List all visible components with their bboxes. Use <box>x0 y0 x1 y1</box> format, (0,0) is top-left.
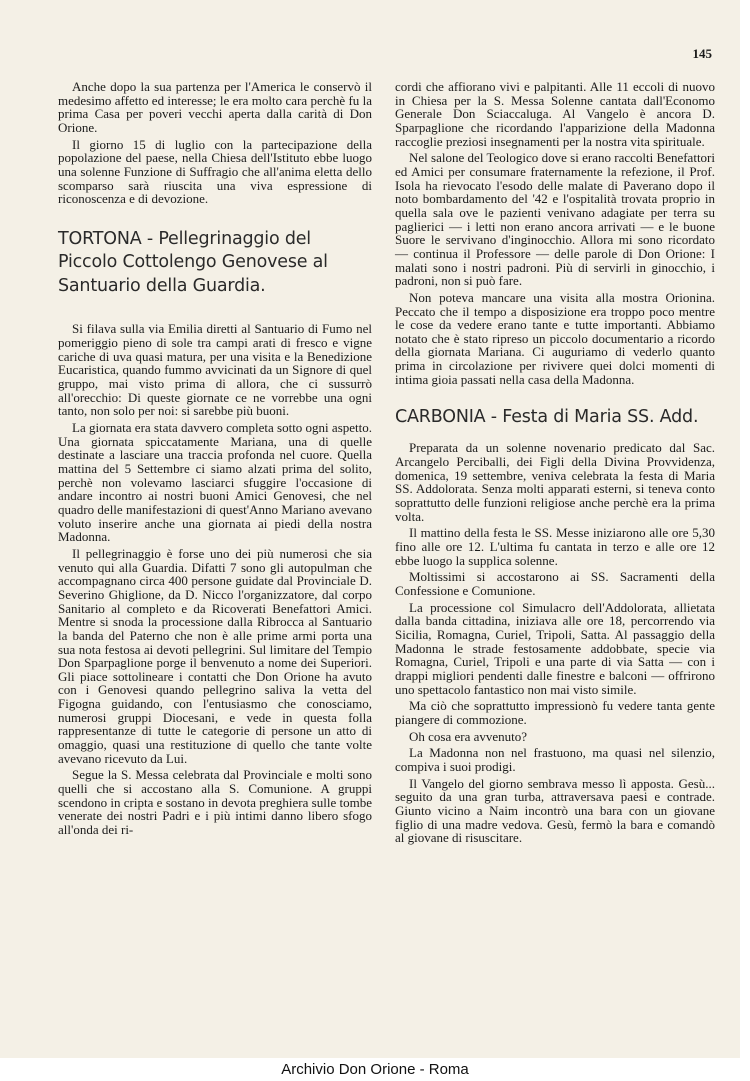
paragraph: Segue la S. Messa celebrata dal Provinciale e molti sono quelli che si accostano alla S. Comunione. A gruppi scendono in cripta e sostano in devota preghiera sulle tombe venerate dei nostri Padri e i più intimi danno libero sfogo all'onda dei ri- <box>58 767 372 838</box>
page-number: 145 <box>692 46 712 61</box>
paragraph: cordi che affiorano vivi e palpitanti. Alle 11 eccoli di nuovo in Chiesa per la S. Messa Solenne cantata dall'Economo Generale Don Sciaccaluga. Al Vangelo è ancora D. Sparpaglione che ricordando l'apparizione della Madonna raccoglie preziosi insegnamenti per la nostra vita spirituale. <box>395 79 715 149</box>
right-column <box>395 80 715 848</box>
paragraph: Il Vangelo del giorno sembrava messo lì apposta. Gesù... seguito da una gran turba, attraversava paesi e contrade. Giunto vicino a Naim incontrò una bara con un giovane figlio di una madre vedova. Gesù, fermò la bara e comandò al giovane di risuscitare. <box>395 775 715 846</box>
archive-footer: Archivio Don Orione - Roma <box>0 1058 750 1081</box>
section-heading-tortona: TORTONA - Pellegrinaggio del Piccolo Cottolengo Genovese al Santuario della Guardia. <box>58 228 328 296</box>
paragraph: La giornata era stata davvero completa sotto ogni aspetto. Una giornata spiccatamente Mariana, una di quelle destinate a lasciare una traccia profonda nel cuore. Quella mattina del 5 Settembre ci siamo alzati prima del solito, perchè non volevamo lasciarci sfuggire l'occasione di andare incontro ai nostri buoni Amici Genovesi, che nel quadro delle manifestazioni di quest'Anno Mariano avevano voluto inserire anche una giornata ai piedi della nostra Madonna. <box>58 420 372 545</box>
paragraph: La Madonna non nel frastuono, ma quasi nel silenzio, compiva i suoi prodigi. <box>395 745 715 774</box>
paragraph: Anche dopo la sua partenza per l'America le conservò il medesimo affetto ed interesse; le era molto cara perchè fu la prima Casa per poveri vecchi aperta dalla carità di Don Orione. <box>58 79 372 135</box>
paragraph: Si filava sulla via Emilia diretti al Santuario di Fumo nel pomeriggio pieno di sole tra campi arati di fresco e vigne cariche di uva quasi matura, per una visita e la Benedizione Eucaristica, quando fummo avvicinati da un Signore di quel gruppo, mai visto prima di allora, che ci sussurrò all'orecchio: Di queste giornate ce ne vorrebbe una ogni tanto, non solo per noi: si sarebbe più buoni. <box>58 321 372 419</box>
paragraph: Non poteva mancare una visita alla mostra Orionina. Peccato che il tempo a disposizione era troppo poco mentre le cose da vedere erano tante e tutte importanti. Abbiamo notato che è stato ripreso un piccolo documentario a ricordo della giornata Mariana. Ci auguriamo di vederlo quanto prima in circolazione per rivivere quei dolci momenti di intima gioia passati nella casa della Madonna. <box>395 289 715 387</box>
paragraph: Oh cosa era avvenuto? <box>409 728 528 744</box>
paragraph: Nel salone del Teologico dove si erano raccolti Benefattori ed Amici per consumare fraternamente la refezione, il Prof. Isola ha rievocato l'esodo delle malate di Paverano dopo il noto bombardamento del '42 e l'ospitalità trovata proprio in quella sala ove le pazienti venivano adagiate per terra su paglierici — i letti non erano ancora arrivati — e le buone Suore le servivano d'inginocchio. Allora mi sono ricordato — continua il Professore — delle parole di Don Orione: I malati sono i nostri padroni. Più di servirli in ginocchio, i padroni, non si può fare. <box>395 150 715 289</box>
section-heading-carbonia: CARBONIA - Festa di Maria SS. Add. <box>395 407 699 428</box>
paragraph: Il giorno 15 di luglio con la partecipazione della popolazione del paese, nella Chiesa dell'Istituto ebbe luogo una solenne Funzione di Suffragio che all'anima eletta dello scomparso sarà riuscita una viva espressione di riconoscenza e di devozione. <box>58 136 372 207</box>
paragraph: Il mattino della festa le SS. Messe iniziarono alle ore 5,30 fino alle ore 12. L'ultima fu cantata in terzo e alle ore 12 ebbe luogo la supplica solenne. <box>395 525 715 568</box>
paragraph: Preparata da un solenne novenario predicato dal Sac. Arcangelo Perciballi, dei Figli della Divina Provvidenza, domenica, 19 settembre, veniva celebrata la festa di Maria SS. Addolorata. Senza molti apparati esterni, si teneva conto soprattutto delle funzioni religiose anche perchè era la prima volta. <box>395 440 715 524</box>
paragraph: Il pellegrinaggio è forse uno dei più numerosi che sia venuto qui alla Guardia. Difatti 7 sono gli autopulman che accompagnano circa 400 persone guidate dal Provinciale D. Severino Ghiglione, da D. Nicco l'organizzatore, dal corpo Sanitario al completo e da Ricoverati Benefattori Amici. Mentre si snoda la processione dalla Ribrocca al Santuario la banda del Paterno che non è alle prime armi porta una sua nota festosa ai devoti pellegrini. Sul limitare del Tempio Don Sparpaglione porge il benvenuto a nome dei Superiori. Gli piace sottolineare i contatti che Don Orione ha avuto con i Genovesi quando pellegrino saliva la vetta del Figogna guidando, con l'entusiasmo che conosciamo, numerosi gruppi Diocesani, e vede in questa folla rappresentanze di tutte le categorie di persone un atto di omaggio, quasi una restituzione di quello che tante volte avevano ricevuto da Lui. <box>58 545 372 766</box>
paragraph: Ma ciò che soprattutto impressionò fu vedere tanta gente piangere di commozione. <box>395 698 715 727</box>
left-column <box>58 80 372 840</box>
paragraph: La processione col Simulacro dell'Addolorata, allietata dalla banda cittadina, iniziava alle ore 18, percorrendo via Sicilia, Romagna, Curiel, Tripoli, Satta. Al passaggio della Madonna le strade festosamente addobbate, specie via Romagna, Curiel, Tripoli e una parte di via Satta — con i drappi migliori pendenti dalle finestre e balconi — offrirono uno spettacolo fantastico non mai visto simile. <box>395 599 715 697</box>
paragraph: Moltissimi si accostarono ai SS. Sacramenti della Confessione e Comunione. <box>395 569 715 598</box>
